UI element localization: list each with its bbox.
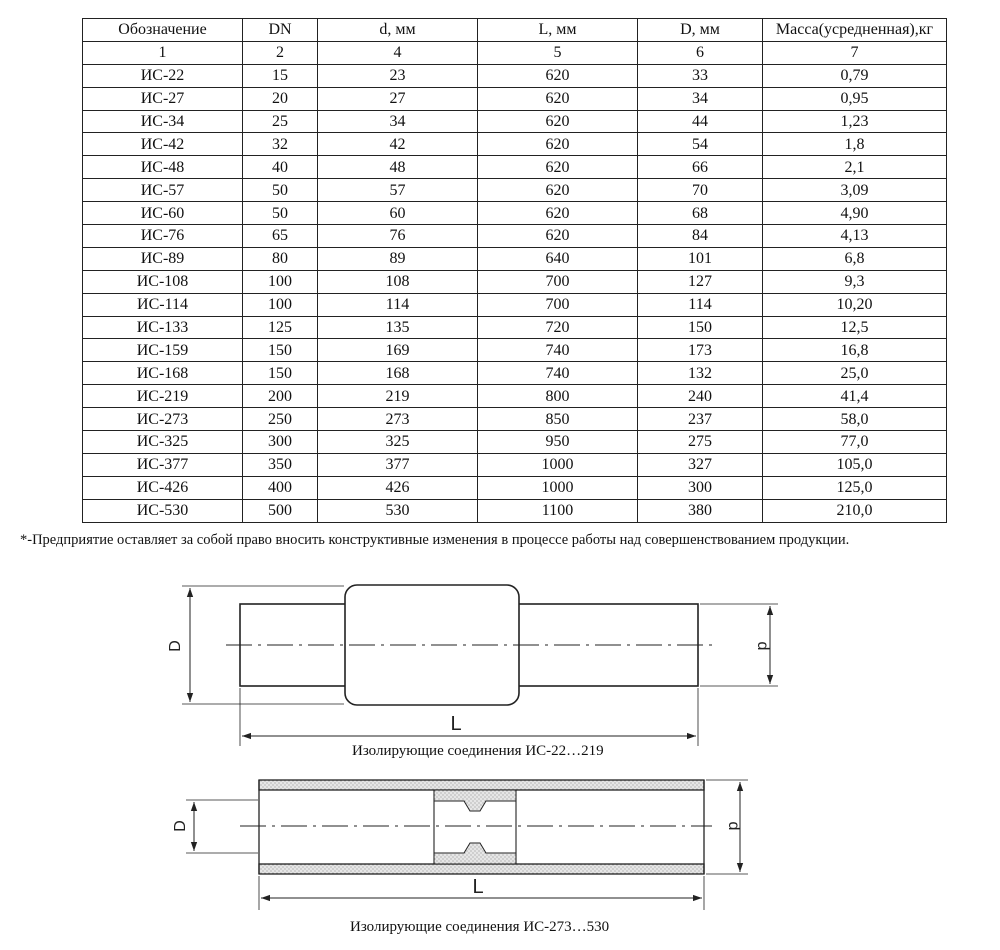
table-cell: 200 <box>243 385 318 408</box>
table-cell: 9,3 <box>763 270 947 293</box>
table-cell: 1100 <box>478 499 638 522</box>
table-cell: 15 <box>243 64 318 87</box>
table-cell: 114 <box>318 293 478 316</box>
insert-top <box>434 790 516 811</box>
table-cell: 40 <box>243 156 318 179</box>
table-cell: ИС-159 <box>83 339 243 362</box>
table-cell: 1000 <box>478 476 638 499</box>
table-cell: 25 <box>243 110 318 133</box>
drawing-small-joint <box>182 585 778 746</box>
label-d: d <box>754 641 771 651</box>
table-cell: 620 <box>478 64 638 87</box>
table-cell: 108 <box>318 270 478 293</box>
table-cell: ИС-273 <box>83 408 243 431</box>
footnote: *-Предприятие оставляет за собой право вносить конструктивные изменения в процессе работы над совершенствованием продукции. <box>20 532 850 548</box>
header-cell: DN <box>243 19 318 42</box>
table-cell: ИС-108 <box>83 270 243 293</box>
table-cell: 44 <box>638 110 763 133</box>
table-cell: 70 <box>638 179 763 202</box>
table-cell: 800 <box>478 385 638 408</box>
table-cell: 640 <box>478 247 638 270</box>
table-cell: 10,20 <box>763 293 947 316</box>
table-cell: 66 <box>638 156 763 179</box>
header-cell: Масса(усредненная),кг <box>763 19 947 42</box>
table-cell: 57 <box>318 179 478 202</box>
table-cell: 48 <box>318 156 478 179</box>
table-cell: 1000 <box>478 453 638 476</box>
table-cell: 42 <box>318 133 478 156</box>
table-cell: 50 <box>243 179 318 202</box>
table-cell: 101 <box>638 247 763 270</box>
table-cell: 58,0 <box>763 408 947 431</box>
table-cell: ИС-219 <box>83 385 243 408</box>
table-cell: 720 <box>478 316 638 339</box>
table-cell: 20 <box>243 87 318 110</box>
table-cell: 620 <box>478 202 638 225</box>
table-cell: 850 <box>478 408 638 431</box>
table-cell: 300 <box>243 431 318 454</box>
table-cell: ИС-34 <box>83 110 243 133</box>
label-L: L <box>450 713 462 735</box>
header-cell: d, мм <box>318 19 478 42</box>
label-d-2: d <box>725 821 742 831</box>
label-D: D <box>167 640 184 652</box>
table-cell: 1,8 <box>763 133 947 156</box>
table-cell: ИС-377 <box>83 453 243 476</box>
table-cell: 219 <box>318 385 478 408</box>
header-cell: D, мм <box>638 19 763 42</box>
table-cell: 16,8 <box>763 339 947 362</box>
insert-bottom <box>434 843 516 864</box>
table-cell: 105,0 <box>763 453 947 476</box>
column-number-cell: 6 <box>638 41 763 64</box>
table-cell: 114 <box>638 293 763 316</box>
table-cell: 426 <box>318 476 478 499</box>
table-cell: 620 <box>478 156 638 179</box>
table-cell: ИС-76 <box>83 225 243 248</box>
table-cell: 168 <box>318 362 478 385</box>
table-cell: ИС-133 <box>83 316 243 339</box>
table-cell: 127 <box>638 270 763 293</box>
table-cell: 33 <box>638 64 763 87</box>
top-wall <box>259 780 704 790</box>
drawing1-caption: Изолирующие соединения ИС-22…219 <box>352 743 604 759</box>
table-cell: 327 <box>638 453 763 476</box>
table-cell: ИС-42 <box>83 133 243 156</box>
bottom-wall <box>259 864 704 874</box>
table-cell: 210,0 <box>763 499 947 522</box>
table-cell: 377 <box>318 453 478 476</box>
drawing2-caption: Изолирующие соединения ИС-273…530 <box>350 919 610 935</box>
table-cell: 12,5 <box>763 316 947 339</box>
table-cell: 740 <box>478 362 638 385</box>
table-cell: 273 <box>318 408 478 431</box>
table-cell: 2,1 <box>763 156 947 179</box>
table-cell: 950 <box>478 431 638 454</box>
table-cell: 400 <box>243 476 318 499</box>
table-cell: 3,09 <box>763 179 947 202</box>
column-number-cell: 1 <box>83 41 243 64</box>
table-cell: 740 <box>478 339 638 362</box>
table-cell: 50 <box>243 202 318 225</box>
table-cell: 132 <box>638 362 763 385</box>
table-cell: 500 <box>243 499 318 522</box>
table-cell: 34 <box>638 87 763 110</box>
table-cell: ИС-426 <box>83 476 243 499</box>
table-cell: 350 <box>243 453 318 476</box>
table-cell: 530 <box>318 499 478 522</box>
table-cell: 1,23 <box>763 110 947 133</box>
table-cell: 325 <box>318 431 478 454</box>
table-cell: 620 <box>478 225 638 248</box>
table-cell: ИС-530 <box>83 499 243 522</box>
header-cell: Обозначение <box>83 19 243 42</box>
column-number-cell: 4 <box>318 41 478 64</box>
table-cell: ИС-57 <box>83 179 243 202</box>
table-cell: ИС-48 <box>83 156 243 179</box>
table-cell: 100 <box>243 293 318 316</box>
table-cell: 34 <box>318 110 478 133</box>
table-cell: 620 <box>478 133 638 156</box>
table-cell: 65 <box>243 225 318 248</box>
table-cell: 620 <box>478 179 638 202</box>
table-cell: 23 <box>318 64 478 87</box>
table-cell: 173 <box>638 339 763 362</box>
table-cell: 4,90 <box>763 202 947 225</box>
table-cell: ИС-325 <box>83 431 243 454</box>
table-cell: 27 <box>318 87 478 110</box>
table-cell: 100 <box>243 270 318 293</box>
table-cell: 240 <box>638 385 763 408</box>
table-cell: 125 <box>243 316 318 339</box>
table-cell: 25,0 <box>763 362 947 385</box>
table-cell: 6,8 <box>763 247 947 270</box>
table-cell: 76 <box>318 225 478 248</box>
table-cell: 380 <box>638 499 763 522</box>
table-cell: 77,0 <box>763 431 947 454</box>
table-cell: 0,95 <box>763 87 947 110</box>
table-cell: 32 <box>243 133 318 156</box>
table-cell: ИС-168 <box>83 362 243 385</box>
table-cell: 41,4 <box>763 385 947 408</box>
table-cell: 80 <box>243 247 318 270</box>
table-cell: ИС-114 <box>83 293 243 316</box>
table-cell: 54 <box>638 133 763 156</box>
column-number-cell: 5 <box>478 41 638 64</box>
table-cell: 700 <box>478 270 638 293</box>
table-cell: 150 <box>243 362 318 385</box>
table-cell: ИС-22 <box>83 64 243 87</box>
table-cell: 60 <box>318 202 478 225</box>
header-cell: L, мм <box>478 19 638 42</box>
table-cell: ИС-89 <box>83 247 243 270</box>
table-cell: ИС-27 <box>83 87 243 110</box>
table-cell: 237 <box>638 408 763 431</box>
table-cell: 620 <box>478 87 638 110</box>
label-L-2: L <box>472 876 484 898</box>
table-cell: 150 <box>638 316 763 339</box>
column-number-cell: 7 <box>763 41 947 64</box>
drawing-large-joint <box>186 780 748 910</box>
label-D-2: D <box>172 820 189 832</box>
table-cell: 150 <box>243 339 318 362</box>
table-cell: 275 <box>638 431 763 454</box>
table-cell: 620 <box>478 110 638 133</box>
table-cell: 250 <box>243 408 318 431</box>
table-cell: ИС-60 <box>83 202 243 225</box>
table-cell: 135 <box>318 316 478 339</box>
table-cell: 300 <box>638 476 763 499</box>
table-cell: 169 <box>318 339 478 362</box>
column-number-cell: 2 <box>243 41 318 64</box>
table-cell: 700 <box>478 293 638 316</box>
table-cell: 89 <box>318 247 478 270</box>
table-cell: 4,13 <box>763 225 947 248</box>
table-cell: 68 <box>638 202 763 225</box>
table-cell: 84 <box>638 225 763 248</box>
table-cell: 125,0 <box>763 476 947 499</box>
table-cell: 0,79 <box>763 64 947 87</box>
